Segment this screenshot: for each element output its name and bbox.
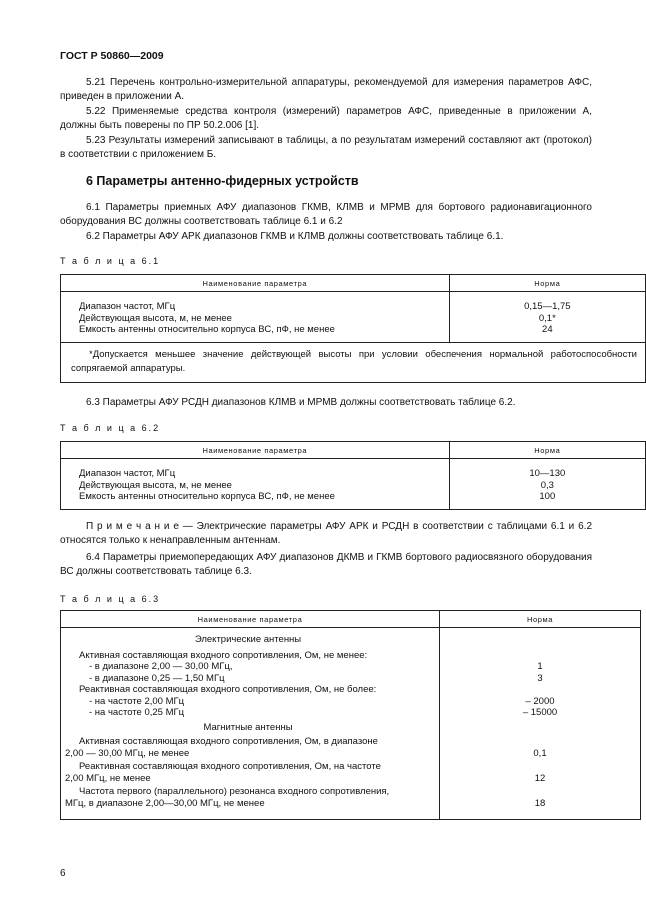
- table-row-name: Диапазон частот, МГц: [79, 468, 176, 479]
- table-6-1-footnote: *Допускается меньшее значение действующей высоты при условии обеспечения нормальной работоспособности сопрягаемой аппаратуры.: [61, 342, 646, 382]
- table-row-name: Емкость антенны относительно корпуса ВС, пФ, не менее: [79, 324, 335, 335]
- table-row-value: 0,3: [540, 479, 554, 491]
- table-6-2-header-norm: Норма: [449, 442, 645, 459]
- reactive-resistance-label: Реактивная составляющая входного сопротивления, Ом, не более:: [79, 684, 377, 695]
- paragraph-6-1: 6.1 Параметры приемных АФУ диапазонов ГКМВ, КЛМВ и МРМВ для бортового радионавигационного оборудования ВС должны соответствовать таблице 6.1 и 6.2: [60, 202, 592, 228]
- table-row-name: Диапазон частот, МГц: [79, 301, 176, 312]
- table-6-2-header-name: Наименование параметра: [61, 442, 450, 459]
- active-range-b: - в диапазоне 0,25 — 1,50 МГц: [89, 672, 225, 684]
- paragraph-5-23: 5.23 Результаты измерений записывают в таблицы, а по результатам измерений составляют акт (протокол) в соответствии с приложением Б.: [60, 135, 592, 161]
- document-header: ГОСТ Р 50860—2009: [60, 50, 164, 62]
- mag-resonance-value: 18: [534, 797, 546, 809]
- reactive-freq-b: - на частоте 0,25 МГц: [89, 707, 185, 718]
- paragraph-6-2: 6.2 Параметры АФУ АРК диапазонов ГКМВ и КЛМВ должны соответствовать таблице 6.1.: [86, 231, 504, 242]
- mag-active-value: 0,1: [533, 747, 547, 759]
- note-text: — Электрические параметры АФУ АРК и РСДН в соответствии с таблицами 6.1 и 6.2 относятся только к ненаправленным антеннам.: [60, 521, 593, 547]
- reactive-freq-a-value: – 2000: [525, 695, 555, 707]
- active-range-a-value: 1: [537, 661, 543, 672]
- table-row-name: Действующая высота, м, не менее: [79, 312, 232, 324]
- table-6-1-header-norm: Норма: [449, 275, 645, 292]
- table-6-3-caption: Т а б л и ц а 6.3: [60, 594, 161, 604]
- table-6-2-caption: Т а б л и ц а 6.2: [60, 423, 161, 433]
- active-range-a: - в диапазоне 2,00 — 30,00 МГц,: [89, 661, 233, 672]
- active-range-b-value: 3: [537, 672, 543, 684]
- table-row-name: Действующая высота, м, не менее: [79, 479, 232, 491]
- table-6-3-header-name: Наименование параметра: [61, 611, 440, 628]
- mag-active-line1: Активная составляющая входного сопротивления, Ом, в диапазоне: [79, 736, 378, 747]
- table-row-value: 0,1*: [538, 312, 556, 324]
- electric-antennas-heading: Электрические антенны: [194, 634, 302, 645]
- mag-active-line2: 2,00 — 30,00 МГц, не менее: [65, 747, 190, 759]
- mag-reactive-value: 12: [534, 772, 546, 784]
- table-row-value: 100: [539, 491, 556, 502]
- active-resistance-label: Активная составляющая входного сопротивления, Ом, не менее:: [79, 649, 368, 661]
- paragraph-5-21: 5.21 Перечень контрольно-измерительной аппаратуры, рекомендуемой для измерения параметров АФС, приведен в приложении А.: [60, 77, 592, 103]
- note-label: П р и м е ч а н и е: [86, 521, 179, 532]
- table-6-1-caption: Т а б л и ц а 6.1: [60, 256, 161, 266]
- mag-reactive-line2: 2,00 МГц, не менее: [65, 772, 151, 784]
- note-6-2: [60, 520, 592, 548]
- paragraph-6-3: 6.3 Параметры АФУ РСДН диапазонов КЛМВ и МРМВ должны соответствовать таблице 6.2.: [86, 397, 516, 408]
- table-row-name: Емкость антенны относительно корпуса ВС, пФ, не менее: [79, 491, 335, 502]
- paragraph-6-4: 6.4 Параметры приемопередающих АФУ диапазонов ДКМВ и ГКМВ бортового радиосвязного оборудования ВС должны соответствовать таблице 6.3.: [60, 552, 592, 578]
- page-number: 6: [60, 868, 66, 879]
- paragraph-5-22: 5.22 Применяемые средства контроля (измерений) параметров АФС, приведенные в приложении А, должны быть поверены по ПР 50.2.006 [1].: [60, 106, 592, 132]
- table-6-3: [60, 610, 641, 820]
- mag-reactive-line1: Реактивная составляющая входного сопротивления, Ом, на частоте: [79, 761, 381, 772]
- reactive-freq-b-value: – 15000: [522, 707, 558, 718]
- reactive-freq-a: - на частоте 2,00 МГц: [89, 695, 185, 707]
- table-6-2: [60, 441, 646, 510]
- table-6-3-header-norm: Норма: [440, 611, 641, 628]
- section-6-title: 6 Параметры антенно-фидерных устройств: [86, 174, 359, 188]
- table-6-1-header-name: Наименование параметра: [61, 275, 450, 292]
- magnetic-antennas-heading: Магнитные антенны: [203, 721, 293, 733]
- mag-resonance-line1: Частота первого (параллельного) резонанса входного сопротивления,: [79, 786, 390, 797]
- table-row-value: 0,15—1,75: [524, 301, 571, 312]
- table-row-value: 10—130: [529, 468, 566, 479]
- table-6-1: [60, 274, 646, 383]
- mag-resonance-line2: МГц, в диапазоне 2,00—30,00 МГц, не менее: [65, 797, 265, 809]
- table-row-value: 24: [542, 324, 553, 335]
